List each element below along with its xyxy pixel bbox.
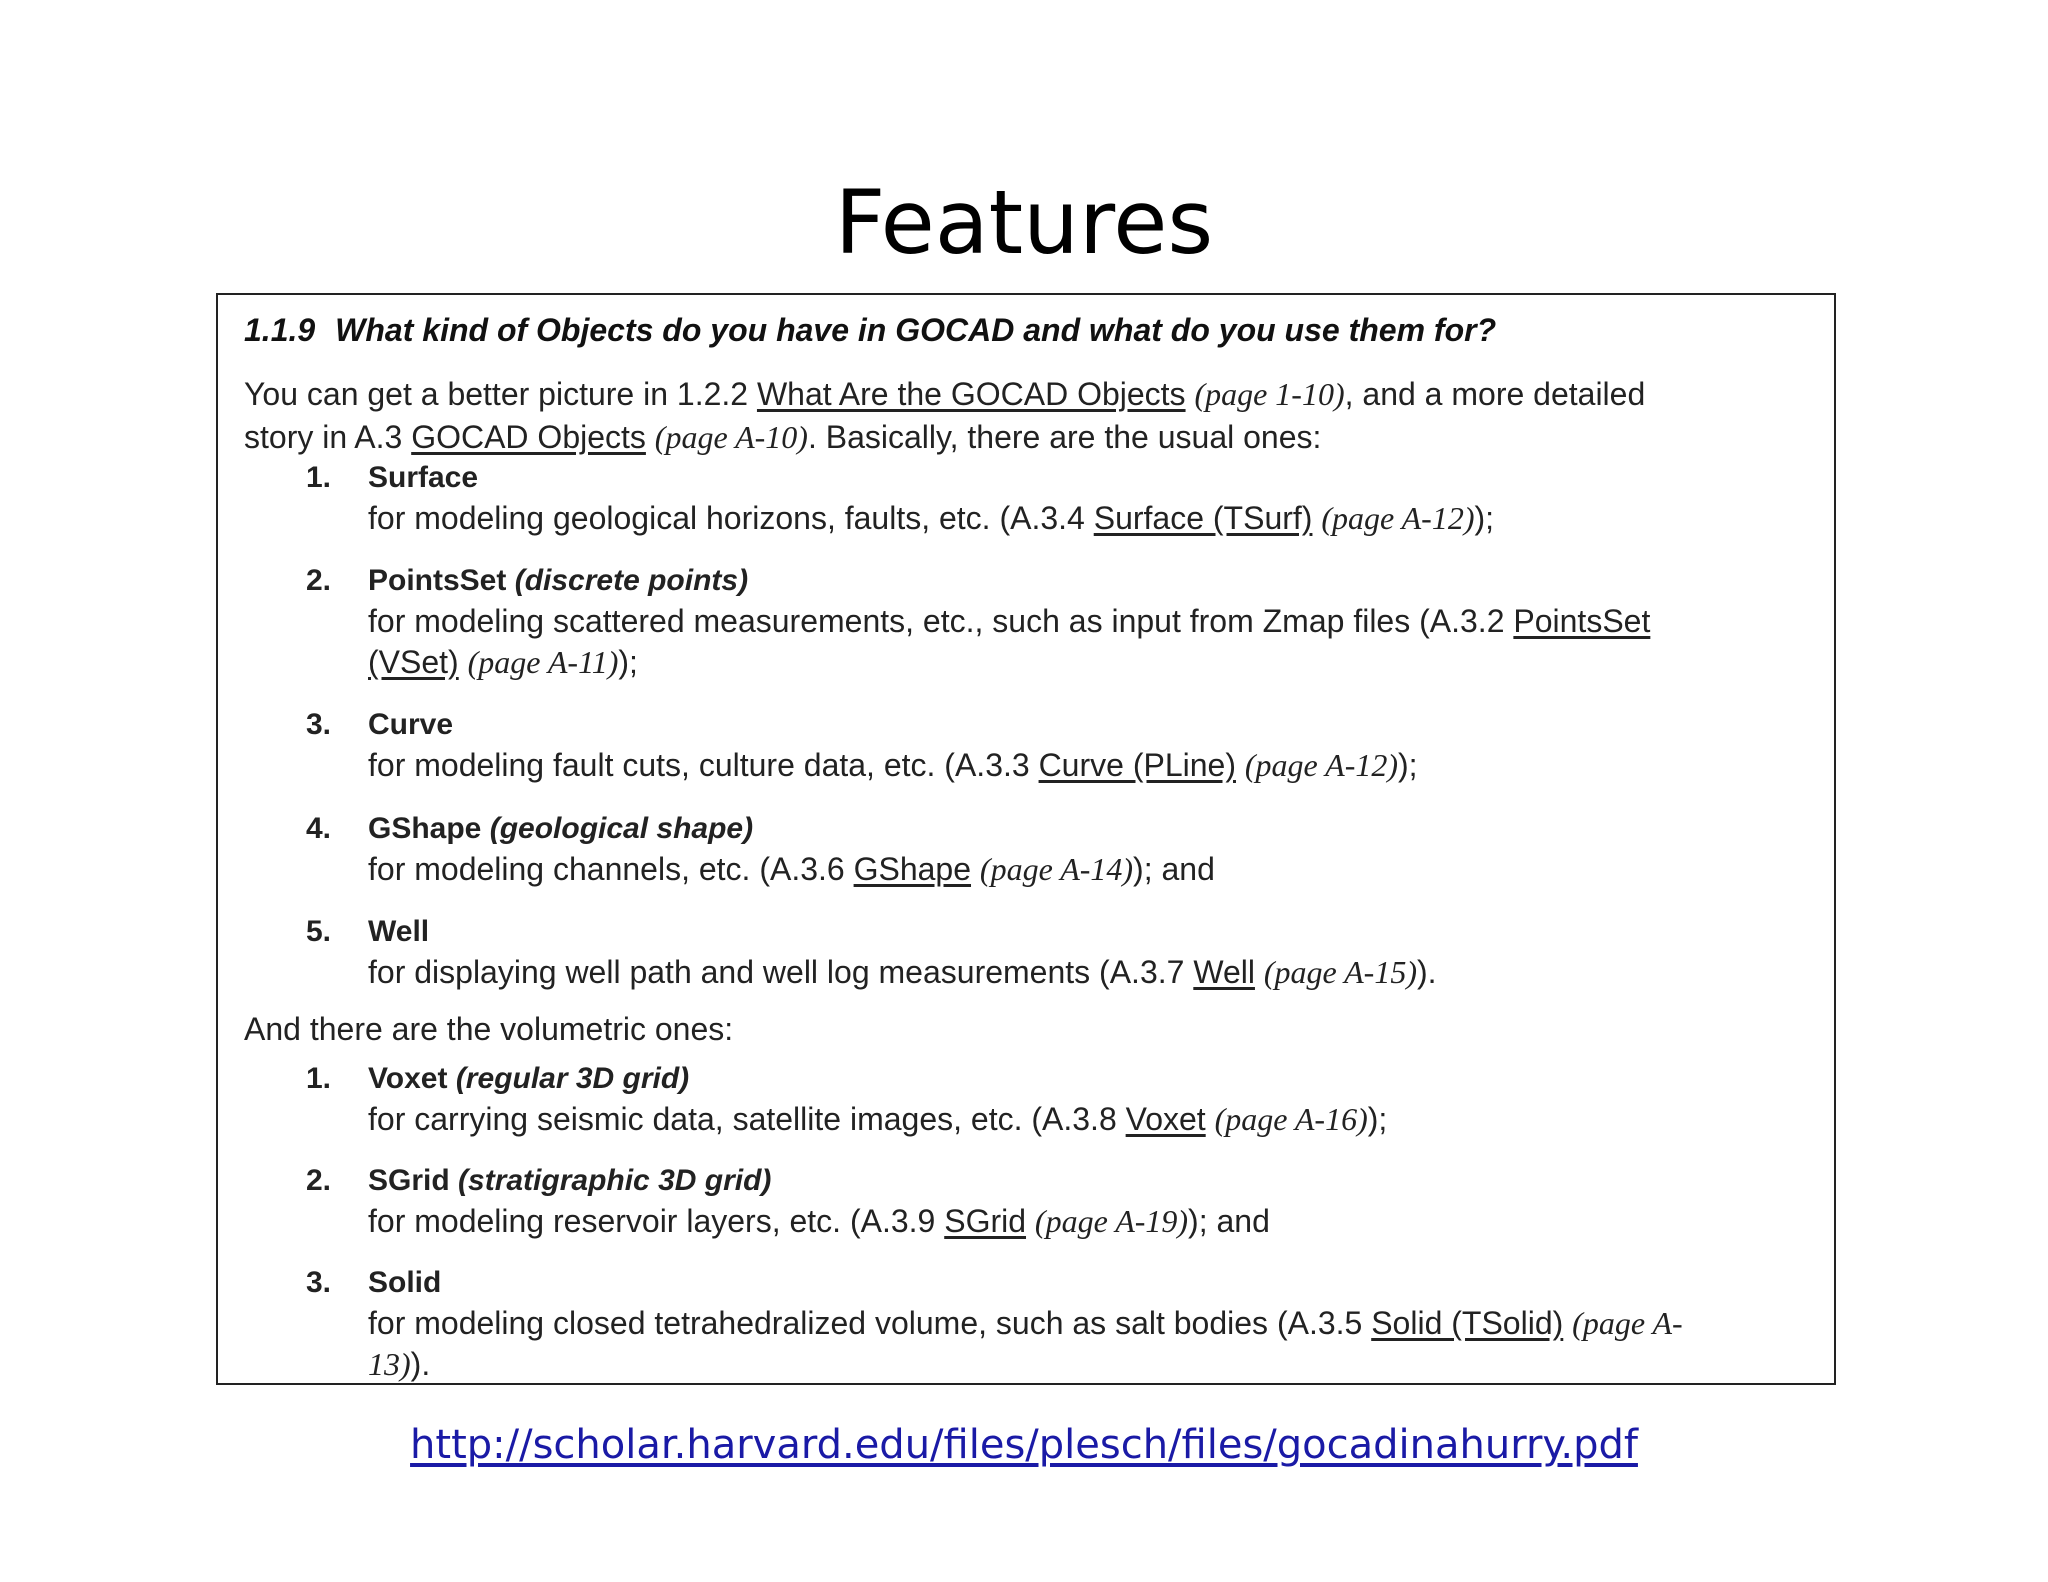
intro-line-1: You can get a better picture in 1.2.2 What Are the GOCAD Objects (page 1-10), and a more detailed (244, 376, 1646, 412)
link-gocad-objects[interactable]: GOCAD Objects (411, 419, 646, 455)
source-url-link[interactable]: http://scholar.harvard.edu/files/plesch/files/gocadinahurry.pdf (410, 1422, 1638, 1468)
link-solid[interactable]: Solid (TSolid) (1371, 1305, 1564, 1341)
intro-paragraph (244, 373, 1645, 459)
link-vset[interactable]: (VSet) (368, 644, 459, 680)
section-number: 1.1.9 (244, 312, 316, 348)
link-voxet[interactable]: Voxet (1125, 1101, 1206, 1137)
link-gshape[interactable]: GShape (853, 851, 972, 887)
section-heading (244, 312, 1496, 349)
link-gocad-objects-overview[interactable]: What Are the GOCAD Objects (756, 376, 1186, 412)
document-excerpt: 1.1.9 What kind of Objects do you have in GOCAD and what do you use them for? You can get a better picture in 1.2.2 What Are the GOCAD Objects (page 1-10), and a more detailed story in A.3 GOCAD Objects (page A-10). Basically, there are the usual ones: 1. Surface for modeling geological horizons, faults, etc. (A.3.4 Surface (TSurf) (page A-12)); 2. PointsSet (discrete points) for modeling scattered measurements, etc., such as input from Zmap files (A.3.2 PointsSet (VSet) (page A-11)); 3. Curve for modeling fault cuts, culture data, etc. (A.3.3 Curve (PLine) (page A-12)); 4. GShape (geological shape) for modeling channels, etc. (A.3.6 GShape (page A-14)); and 5. Well for displaying well path and well log measurements (A.3.7 Well (page A-15)). And there are the volumetric ones: 1. Voxet (regular 3D grid) for carrying seismic data, satellite images, etc. (A.3.8 Voxet (page A-16)); 2. SGrid (stratigraphic 3D grid) for modeling reservoir layers, etc. (A.3.9 SGrid (page A-19)); and 3. Solid for modeling closed tetrahedralized volume, such as salt bodies (A.3.5 Solid (TSolid) (page A- 13)). (216, 293, 1836, 1385)
link-pointsset[interactable]: PointsSet (1513, 603, 1651, 639)
source-link-row (0, 1422, 2048, 1468)
section-title: What kind of Objects do you have in GOCAD and what do you use them for? (335, 312, 1497, 348)
link-sgrid[interactable]: SGrid (944, 1203, 1027, 1239)
link-well[interactable]: Well (1193, 954, 1255, 990)
volumetric-intro: And there are the volumetric ones: (244, 1011, 734, 1047)
slide-title: Features (834, 171, 1214, 274)
intro-line-2: story in A.3 GOCAD Objects (page A-10). Basically, there are the usual ones: (244, 419, 1322, 455)
link-surface[interactable]: Surface (TSurf) (1093, 500, 1313, 536)
link-curve[interactable]: Curve (PLine) (1038, 747, 1236, 783)
